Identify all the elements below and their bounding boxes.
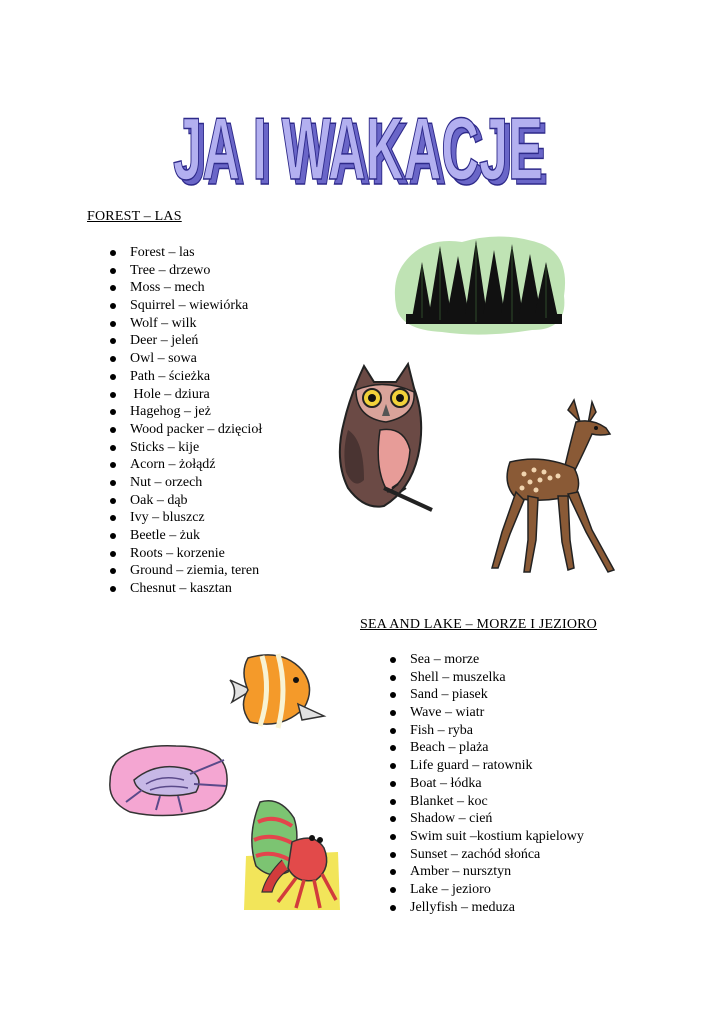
- butterflyfish-image: [226, 650, 328, 732]
- list-item: Ground – ziemia, teren: [108, 562, 262, 580]
- list-item: Boat – łódka: [388, 775, 584, 793]
- deer-image: [488, 392, 618, 578]
- sea-heading: SEA AND LAKE – MORZE I JEZIORO: [360, 617, 597, 632]
- list-item: Swim suit –kostium kąpielowy: [388, 828, 584, 846]
- list-item: Sand – piasek: [388, 686, 584, 704]
- list-item: Sunset – zachód słońca: [388, 846, 584, 864]
- list-item: Hagehog – jeż: [108, 403, 262, 421]
- list-item: Wood packer – dzięcioł: [108, 421, 262, 439]
- list-item: Wolf – wilk: [108, 315, 262, 333]
- list-item: Shell – muszelka: [388, 669, 584, 687]
- seashell-image: [106, 740, 232, 818]
- list-item: Sea – morze: [388, 651, 584, 669]
- list-item: Squirrel – wiewiórka: [108, 297, 262, 315]
- forest-trees-image: [392, 226, 572, 338]
- list-item: Oak – dąb: [108, 492, 262, 510]
- list-item: Tree – drzewo: [108, 262, 262, 280]
- page-title: [170, 88, 560, 198]
- list-item: Hole – dziura: [108, 386, 262, 404]
- list-item: Acorn – żołądź: [108, 456, 262, 474]
- list-item: Ivy – bluszcz: [108, 509, 262, 527]
- list-item: Amber – nursztyn: [388, 863, 584, 881]
- forest-heading: FOREST – LAS: [87, 209, 182, 224]
- list-item: Jellyfish – meduza: [388, 899, 584, 917]
- forest-vocab-list: [108, 244, 262, 598]
- list-item: Sticks – kije: [108, 439, 262, 457]
- list-item: Life guard – ratownik: [388, 757, 584, 775]
- list-item: Path – ścieżka: [108, 368, 262, 386]
- list-item: Shadow – cień: [388, 810, 584, 828]
- list-item: Wave – wiatr: [388, 704, 584, 722]
- list-item: Beach – plaża: [388, 739, 584, 757]
- sea-vocab-list: [388, 651, 584, 916]
- page-title-text: JA I WAKACJE: [173, 99, 543, 198]
- page-title-shadow: JA I WAKACJE: [178, 104, 548, 198]
- list-item: Moss – mech: [108, 279, 262, 297]
- list-item: Beetle – żuk: [108, 527, 262, 545]
- list-item: Roots – korzenie: [108, 545, 262, 563]
- list-item: Forest – las: [108, 244, 262, 262]
- list-item: Lake – jezioro: [388, 881, 584, 899]
- list-item: Nut – orzech: [108, 474, 262, 492]
- owl-image: [334, 360, 438, 518]
- list-item: Owl – sowa: [108, 350, 262, 368]
- hermit-crab-image: [240, 796, 344, 912]
- list-item: Chesnut – kasztan: [108, 580, 262, 598]
- list-item: Deer – jeleń: [108, 332, 262, 350]
- list-item: Fish – ryba: [388, 722, 584, 740]
- list-item: Blanket – koc: [388, 793, 584, 811]
